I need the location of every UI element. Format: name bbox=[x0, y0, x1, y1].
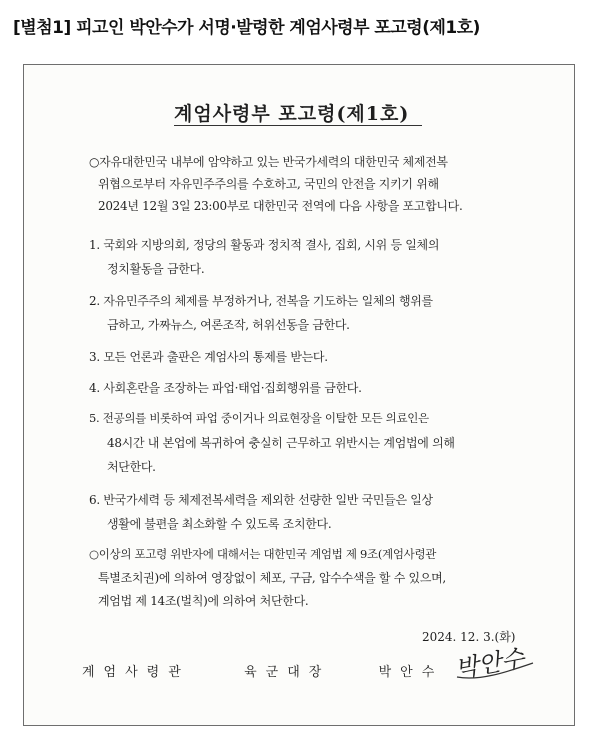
signatory-title: 계엄사령관 bbox=[82, 665, 190, 680]
item-2-line-2: 금하고, 가짜뉴스, 여론조작, 허위선동을 금한다. bbox=[107, 318, 350, 332]
signatory-row bbox=[82, 661, 443, 680]
signature-text: 박안수 bbox=[453, 643, 527, 684]
decree-title: 계엄사령부 포고령(제1호) bbox=[174, 103, 410, 125]
preamble-line-2: 위협으로부터 자유민주주의를 수호하고, 국민의 안전을 지키기 위해 bbox=[98, 177, 439, 191]
item-5-line-1: 5. 전공의를 비롯하여 파업 중이거나 의료현장을 이탈한 모든 의료인은 bbox=[89, 411, 429, 425]
page-caption: [별첨1] 피고인 박안수가 서명·발령한 계엄사령부 포고령(제1호) bbox=[13, 18, 480, 38]
handwritten-signature bbox=[449, 633, 539, 685]
item-4-line-1: 4. 사회혼란을 조장하는 파업·태업·집회행위를 금한다. bbox=[89, 381, 362, 395]
preamble-line-3: 2024년 12월 3일 23:00부로 대한민국 전역에 다음 사항을 포고합니다. bbox=[98, 199, 463, 213]
item-3-line-1: 3. 모든 언론과 출판은 계엄사의 통제를 받는다. bbox=[89, 350, 328, 364]
martial-law-decree-document bbox=[23, 64, 575, 726]
closing-line-3: 계엄법 제 14조(벌칙)에 의하여 처단한다. bbox=[98, 594, 309, 608]
signatory-rank: 육군대장 bbox=[244, 665, 331, 680]
item-1-line-1: 1. 국회와 지방의회, 정당의 활동과 정치적 결사, 집회, 시위 등 일체의 bbox=[89, 238, 440, 252]
closing-line-1: ○이상의 포고령 위반자에 대해서는 대한민국 계엄법 제 9조(계엄사령관 bbox=[89, 547, 437, 561]
item-6-line-1: 6. 반국가세력 등 체제전복세력을 제외한 선량한 일반 국민들은 일상 bbox=[89, 493, 433, 507]
preamble-line-1: ○자유대한민국 내부에 암약하고 있는 반국가세력의 대한민국 체제전복 bbox=[89, 155, 448, 169]
item-1-line-2: 정치활동을 금한다. bbox=[107, 262, 205, 276]
item-5-line-2: 48시간 내 본업에 복귀하여 충실히 근무하고 위반시는 계엄법에 의해 bbox=[107, 436, 455, 450]
item-2-line-1: 2. 자유민주주의 체제를 부정하거나, 전복을 기도하는 일체의 행위를 bbox=[89, 294, 433, 308]
title-underline bbox=[174, 125, 422, 126]
item-5-line-3: 처단한다. bbox=[107, 460, 156, 474]
closing-line-2: 특별조치권)에 의하여 영장없이 체포, 구금, 압수수색을 할 수 있으며, bbox=[98, 571, 446, 585]
item-6-line-2: 생활에 불편을 최소화할 수 있도록 조치한다. bbox=[107, 517, 332, 531]
signatory-name: 박안수 bbox=[378, 665, 444, 680]
decree-date: 2024. 12. 3.(화) bbox=[422, 630, 516, 644]
